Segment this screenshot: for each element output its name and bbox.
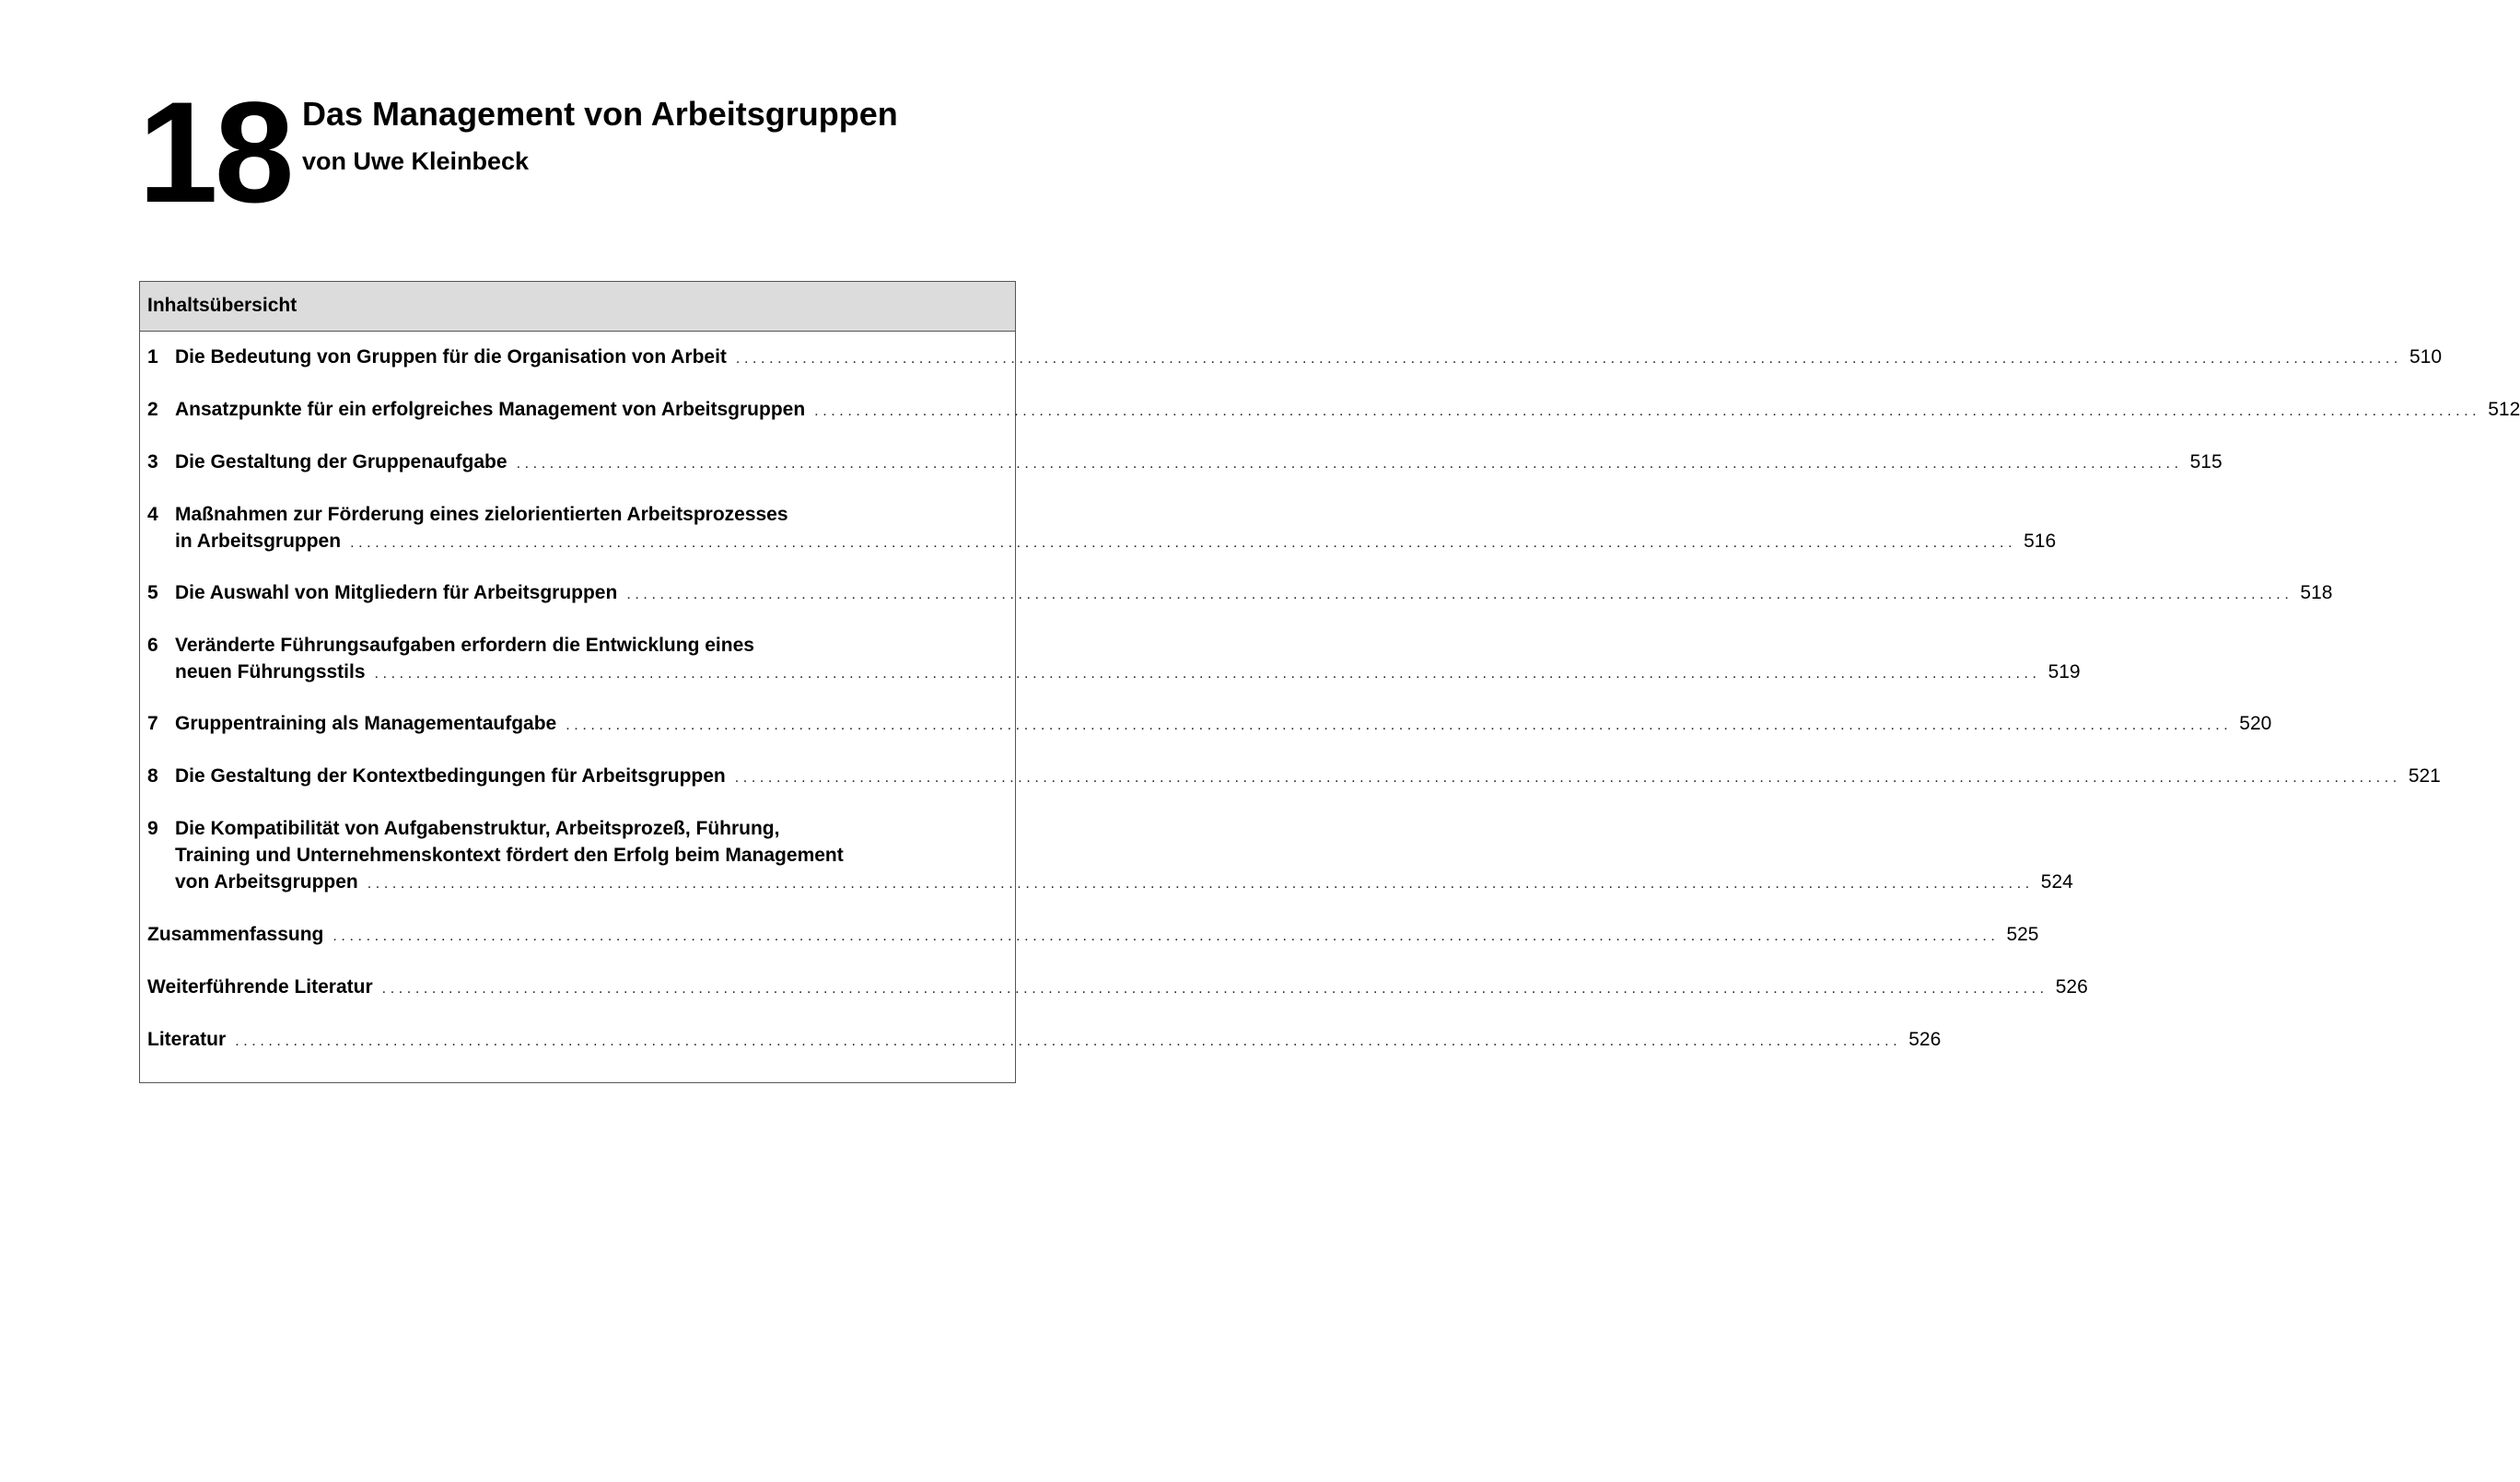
toc-entry-title-line: Weiterführende Literatur: [147, 976, 373, 998]
toc-entry-title-line: Maßnahmen zur Förderung eines zielorientierten Arbeitsprozesses: [175, 504, 788, 525]
toc-entry-page: 512: [2488, 399, 2520, 420]
toc-entry-number: 4: [147, 504, 158, 525]
toc-entry: [147, 396, 2520, 425]
toc-entry: [147, 710, 2272, 739]
toc-entry-title-line: Die Auswahl von Mitgliedern für Arbeitsgruppen: [175, 582, 618, 603]
dot-leader: ........................................................................................................................................................................................................: [735, 351, 2402, 367]
dot-leader: ........................................................................................................................................................................................................: [350, 535, 2017, 551]
dot-leader: ........................................................................................................................................................................................................: [374, 666, 2041, 682]
toc-entry-title-line: Ansatzpunkte für ein erfolgreiches Management von Arbeitsgruppen: [175, 399, 806, 420]
toc-header: Inhaltsübersicht: [140, 282, 1015, 332]
toc-entry: [147, 815, 2073, 897]
dot-leader: ........................................................................................................................................................................................................: [516, 456, 2183, 472]
dot-leader: ........................................................................................................................................................................................................: [235, 1033, 1902, 1049]
toc-entry-title-line: Die Gestaltung der Gruppenaufgabe: [175, 451, 508, 473]
toc-entry-number: 9: [147, 818, 158, 839]
toc-entry: [147, 632, 2081, 687]
toc-entry-number: 2: [147, 399, 158, 420]
dot-leader: ........................................................................................................................................................................................................: [332, 928, 2000, 944]
dot-leader: ........................................................................................................................................................................................................: [367, 876, 2034, 892]
table-of-contents: [139, 281, 2520, 1083]
dot-leader: ........................................................................................................................................................................................................: [814, 403, 2481, 419]
dot-leader: ........................................................................................................................................................................................................: [734, 770, 2401, 786]
chapter-author: von Uwe Kleinbeck: [302, 147, 530, 175]
dot-leader: ........................................................................................................................................................................................................: [626, 587, 2293, 602]
dot-leader: ........................................................................................................................................................................................................: [381, 981, 2048, 997]
chapter-title: Das Management von Arbeitsgruppen: [302, 95, 898, 133]
toc-entry: [147, 921, 2039, 950]
toc-entry-page: 518: [2300, 582, 2333, 603]
toc-entry-title-line: neuen Führungsstils: [175, 661, 366, 683]
toc-entry-title-line: Die Gestaltung der Kontextbedingungen für Arbeitsgruppen: [175, 765, 726, 787]
toc-entry-title-line: Gruppentraining als Managementaufgabe: [175, 713, 557, 734]
toc-entry-page: 524: [2040, 871, 2073, 893]
toc-entry: [147, 579, 2333, 608]
toc-entry-page: 520: [2239, 713, 2272, 734]
chapter-number: 18: [138, 73, 291, 233]
toc-entry-number: 7: [147, 713, 158, 734]
toc-entry-page: 526: [1908, 1029, 1942, 1050]
toc-entry-title-line: Literatur: [147, 1029, 227, 1050]
toc-entry-title-line: Die Bedeutung von Gruppen für die Organisation von Arbeit: [175, 346, 727, 368]
toc-entry-number: 1: [147, 346, 158, 368]
toc-entry-title-line: Die Kompatibilität von Aufgabenstruktur, Arbeitsprozeß, Führung,: [175, 818, 780, 839]
toc-entry-page: 521: [2408, 765, 2441, 787]
toc-entry-page: 516: [2024, 531, 2057, 552]
toc-entry-title-line: Training und Unternehmenskontext fördert den Erfolg beim Management: [175, 845, 844, 866]
toc-entry-page: 510: [2409, 346, 2443, 368]
toc-entry-title-line: Zusammenfassung: [147, 924, 324, 945]
toc-entry-number: 5: [147, 582, 158, 603]
toc-entry-title-line: Veränderte Führungsaufgaben erfordern die Entwicklung eines: [175, 635, 754, 656]
toc-entry-number: 6: [147, 635, 158, 656]
dot-leader: ........................................................................................................................................................................................................: [566, 718, 2233, 733]
toc-entry: [147, 501, 2057, 556]
toc-entry-title-line: in Arbeitsgruppen: [175, 531, 342, 552]
toc-entry-number: 3: [147, 451, 158, 473]
toc-entry: [147, 1026, 1942, 1055]
toc-entry-number: 8: [147, 765, 158, 787]
toc-entry-page: 519: [2048, 661, 2081, 683]
toc-entry: [147, 344, 2443, 372]
toc-entry-page: 515: [2189, 451, 2222, 473]
toc-entry-page: 525: [2006, 924, 2039, 945]
toc-entry: [147, 763, 2441, 791]
toc-entry-page: 526: [2055, 976, 2088, 998]
toc-entry: [147, 974, 2088, 1002]
toc-entry-title-line: von Arbeitsgruppen: [175, 871, 358, 893]
toc-entry: [147, 449, 2222, 477]
